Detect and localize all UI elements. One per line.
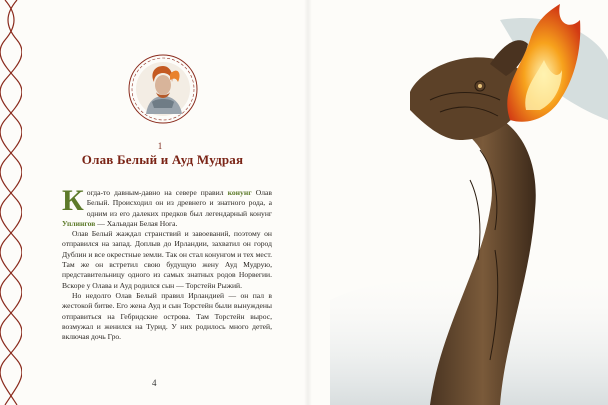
glossary-term-konung[interactable]: конунг: [227, 188, 252, 197]
body-text: [62, 184, 272, 342]
knotwork-border: [0, 0, 22, 405]
paragraph-1-part-b: Олав Белый. Происходил он из древнего и знатного рода, а одним из его далеких предков был легендарный конунг: [86, 188, 272, 218]
paragraph-1-part-c: — Хальвдан Белая Нога.: [95, 218, 178, 228]
drop-cap: К: [62, 184, 84, 217]
paragraph-1-part-a: огда-то давным-давно на севере правил: [86, 188, 228, 197]
chapter-number: 1: [157, 141, 163, 151]
chapter-title: Олав Белый и Ауд Мудрая: [81, 152, 244, 167]
portrait-medallion: [126, 52, 200, 126]
page-gutter: [304, 0, 312, 405]
glossary-term-inglings[interactable]: Уплингов: [62, 218, 96, 228]
page-number: 4: [152, 378, 157, 388]
paragraph-1: [62, 184, 272, 229]
paragraph-3: Но недолго Олав Белый правил Ирландией — он пал в жестокой битве. Его жена Ауд и сын Торстейн были вынуждены отправиться на Гебридские острова. Там Торстейн вырос, возмужал и женился на Турид. У них родилось много детей, включая дочь Гро.: [62, 290, 272, 342]
paragraph-2: Олав Белый жаждал странствий и завоеваний, поэтому он отправился на запад. Доплыв до Ирландии, захватил он город Дублин и все окрестные земли. Так он стал конунгом и тех мест. Там же он встретил свою будущую жену Ауд Мудрую, представительницу одного из самых знатных родов Норвегии. Вскоре у Олава и Ауд родился сын — Торстейн Рыжий.: [62, 229, 272, 290]
dragon-prow-illustration: [330, 0, 608, 405]
